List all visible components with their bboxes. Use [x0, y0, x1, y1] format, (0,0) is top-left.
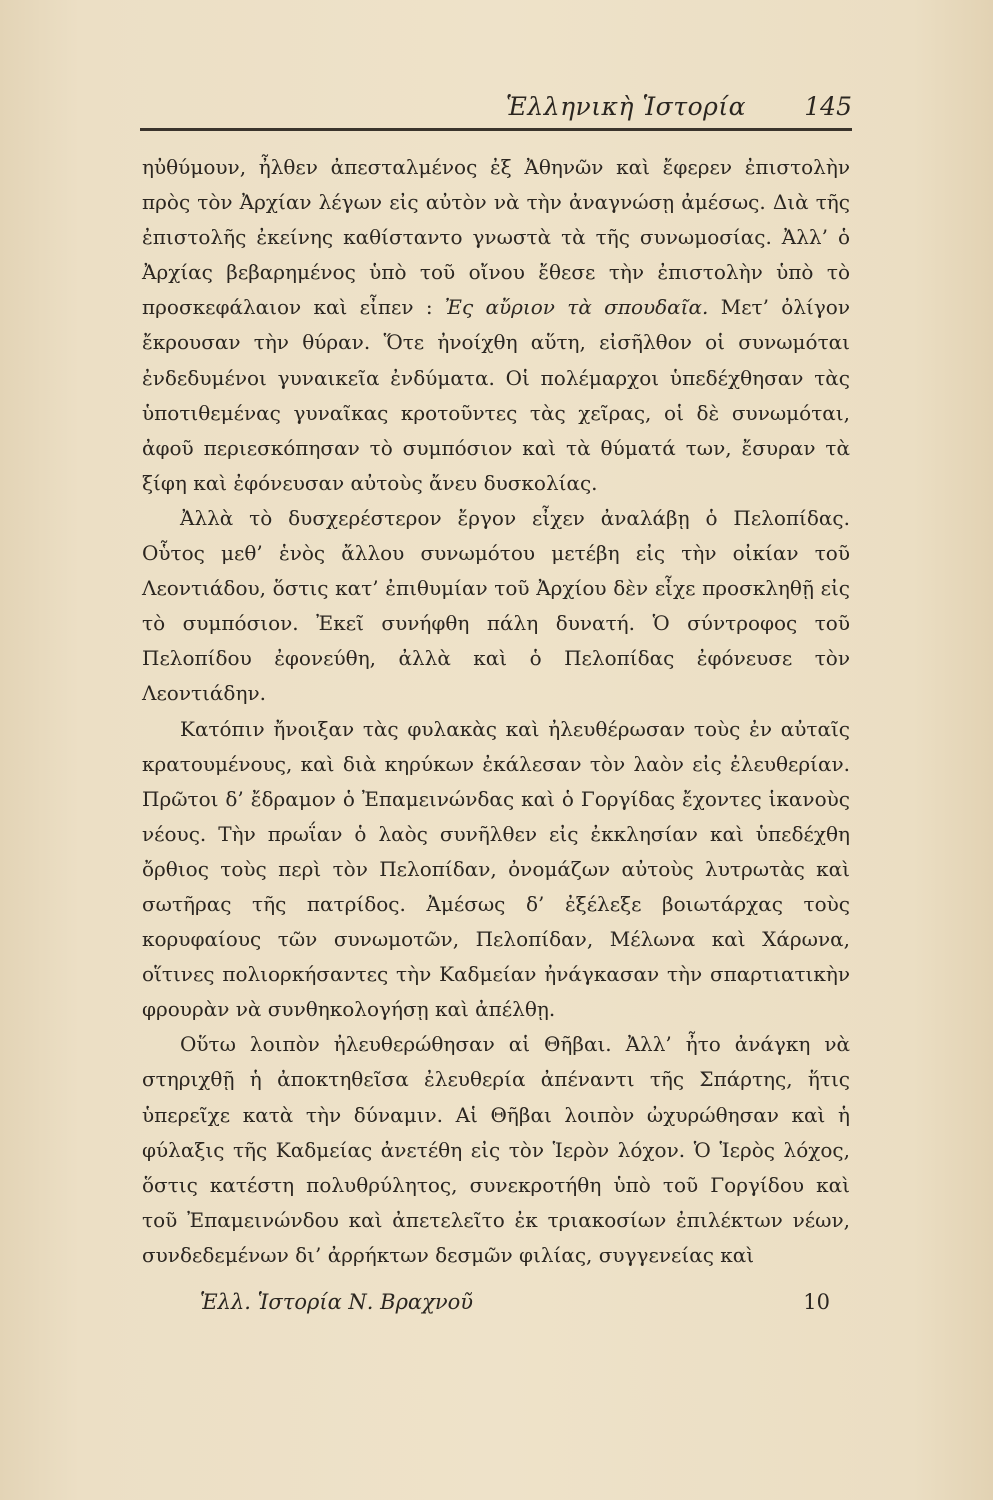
- paragraph-2: Ἀλλὰ τὸ δυσχερέστερον ἔργον εἶχεν ἀναλάβῃ ὁ Πελοπίδας. Οὗτος μεθ’ ἑνὸς ἄλλου συνωμότου μετέβη εἰς τὴν οἰκίαν τοῦ Λεοντιάδου, ὅστις κατ’ ἐπιθυμίαν τοῦ Ἀρχίου δὲν εἶχε προσκληθῇ εἰς τὸ συμπόσιον. Ἐκεῖ συνήφθη πάλη δυνατή. Ὁ σύντροφος τοῦ Πελοπίδου ἐφονεύθη, ἀλλὰ καὶ ὁ Πελοπίδας ἐφόνευσε τὸν Λεοντιάδην.: [142, 505, 850, 706]
- signature-title: Ἑλλ. Ἱστορία Ν. Βραχνοῦ: [200, 1290, 474, 1314]
- body-text: [142, 150, 850, 1273]
- sheet-number: 10: [803, 1290, 830, 1314]
- paragraph-4: Οὕτω λοιπὸν ἠλευθερώθησαν αἱ Θῆβαι. Ἀλλ’ ἦτο ἀνάγκη νὰ στηριχθῇ ἡ ἀποκτηθεῖσα ἐλευθερία ἀπέναντι τῆς Σπάρτης, ἥτις ὑπερεῖχε κατὰ τὴν δύναμιν. Αἱ Θῆβαι λοιπὸν ὠχυρώθησαν καὶ ἡ φύλαξις τῆς Καδμείας ἀνετέθη εἰς τὸν Ἱερὸν λόχον. Ὁ Ἱερὸς λόχος, ὅστις κατέστη πολυθρύλητος, συνεκροτήθη ὑπὸ τοῦ Γοργίδου καὶ τοῦ Ἐπαμεινώνδου καὶ ἀπετελεῖτο ἐκ τριακοσίων ἐπιλέκτων νέων, συνδεδεμένων δι’ ἀρρήκτων δεσμῶν φιλίας, συγγενείας καὶ: [142, 1032, 850, 1267]
- running-head: [140, 92, 852, 126]
- page-number: 145: [804, 92, 852, 121]
- paragraph-1-before: ηὐθύμουν, ἦλθεν ἀπεσταλμένος ἐξ Ἀθηνῶν καὶ ἔφερεν ἐπιστολὴν πρὸς τὸν Ἀρχίαν λέγων εἰς αὐτὸν νὰ τὴν ἀναγνώσῃ ἀμέσως. Διὰ τῆς ἐπιστολῆς ἐκείνης καθίσταντο γνωστὰ τὰ τῆς συνωμοσίας. Ἀλλ’ ὁ Ἀρχίας βεβαρημένος ὑπὸ τοῦ οἴνου ἔθεσε τὴν ἐπιστολὴν ὑπὸ τὸ προσκεφάλαιον καὶ εἶπεν :: [142, 155, 850, 320]
- header-rule: [140, 128, 852, 131]
- running-head-title: Ἑλληνικὴ Ἱστορία: [505, 92, 746, 121]
- paragraph-1-after: Μετ’ ὀλίγον ἔκρουσαν τὴν θύραν. Ὅτε ἠνοίχθη αὕτη, εἰσῆλθον οἱ συνωμόται ἐνδεδυμένοι γυναικεῖα ἐνδύματα. Οἱ πολέμαρχοι ὑπεδέχθησαν τὰς ὑποτιθεμένας γυναῖκας κροτοῦντες τὰς χεῖρας, οἱ δὲ συνωμόται, ἀφοῦ περιεσκόπησαν τὸ συμπόσιον καὶ τὰ θύματά των, ἔσυραν τὰ ξίφη καὶ ἐφόνευσαν αὐτοὺς ἄνευ δυσκολίας.: [142, 295, 851, 495]
- archias-quote: Ἐς αὔριον τὰ σπουδαῖα.: [444, 295, 709, 320]
- paragraph-1: [142, 150, 850, 501]
- printer-signature: [200, 1290, 830, 1320]
- paragraph-3: Κατόπιν ἤνοιξαν τὰς φυλακὰς καὶ ἠλευθέρωσαν τοὺς ἐν αὐταῖς κρατουμένους, καὶ διὰ κηρύκων ἐκάλεσαν τὸν λαὸν εἰς ἐλευθερίαν. Πρῶτοι δ’ ἔδραμον ὁ Ἐπαμεινώνδας καὶ ὁ Γοργίδας ἔχοντες ἱκανοὺς νέους. Τὴν πρωΐαν ὁ λαὸς συνῆλθεν εἰς ἐκκλησίαν καὶ ὑπεδέχθη ὄρθιος τοὺς περὶ τὸν Πελοπίδαν, ὀνομάζων αὐτοὺς λυτρωτὰς καὶ σωτῆρας τῆς πατρίδος. Ἀμέσως δ’ ἐξέλεξε βοιωτάρχας τοὺς κορυφαίους τῶν συνωμοτῶν, Πελοπίδαν, Μέλωνα καὶ Χάρωνα, οἵτινες πολιορκήσαντες τὴν Καδμείαν ἠνάγκασαν τὴν σπαρτιατικὴν φρουρὰν νὰ συνθηκολογήσῃ καὶ ἀπέλθῃ.: [142, 716, 850, 1022]
